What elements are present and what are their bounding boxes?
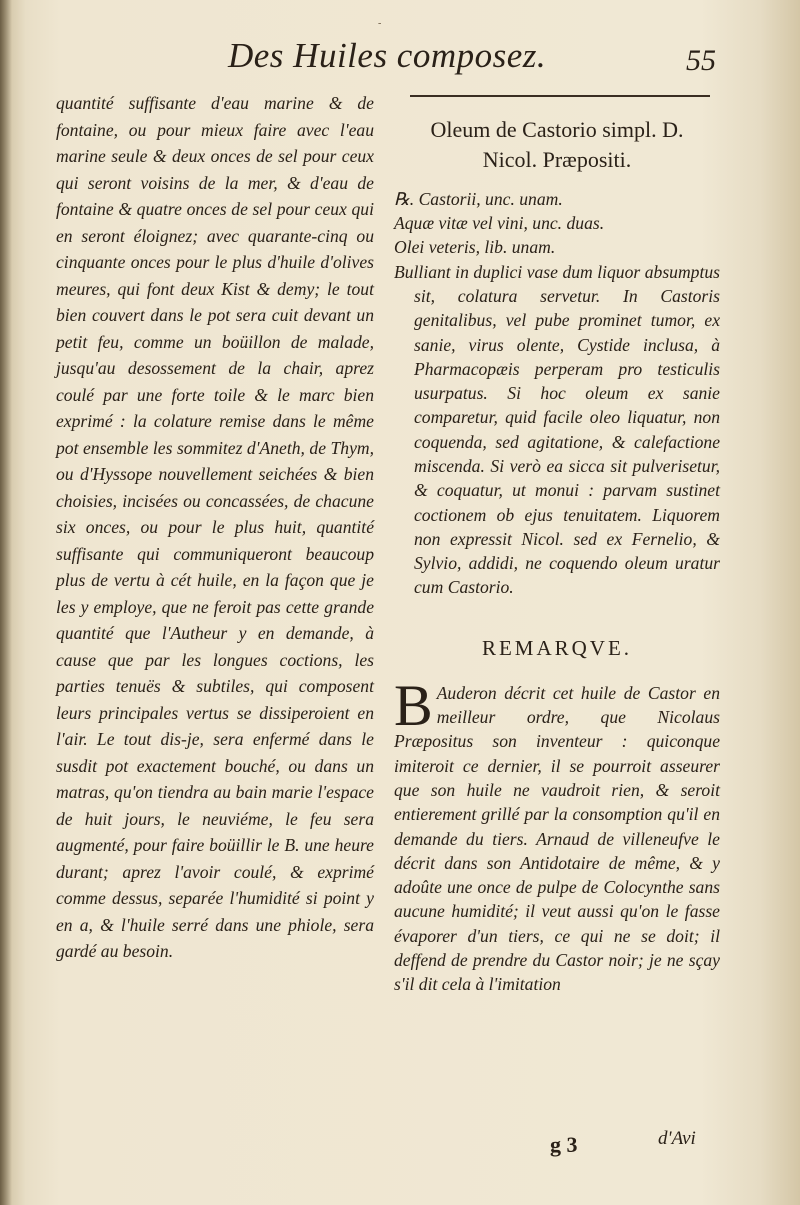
ingredient-line: ℞. Castorii, unc. unam. bbox=[394, 189, 563, 209]
remarque-paragraph bbox=[394, 672, 720, 997]
running-title: Des Huiles composez. bbox=[228, 36, 547, 75]
recipe-title bbox=[394, 115, 720, 175]
ingredient-line: Olei veteris, lib. unam. bbox=[394, 237, 556, 258]
left-column bbox=[56, 90, 374, 965]
binding-shadow bbox=[0, 0, 12, 1205]
signature-mark: g 3 bbox=[550, 1132, 578, 1157]
section-rule bbox=[410, 95, 710, 97]
right-column bbox=[394, 95, 720, 997]
page-mark: - bbox=[378, 18, 382, 29]
recipe-title-line1: Oleum de Castorio simpl. D. bbox=[430, 117, 684, 142]
page-number: 55 bbox=[686, 44, 716, 77]
catchword: d'Avi bbox=[658, 1128, 696, 1149]
drop-cap: B bbox=[394, 672, 433, 738]
recipe-title-line2: Nicol. Præpositi. bbox=[482, 147, 632, 172]
ingredient-line: Aquæ vitæ vel vini, unc. duas. bbox=[394, 213, 605, 234]
left-column-text: quantité suffisante d'eau marine & de fontaine, ou pour mieux faire avec l'eau marine seule & deux onces de sel pour ceux qui seront voisins de la mer, & d'eau de fontaine & quatre onces de sel pour ceux qui en seront éloignez; avec quarante-cinq ou cinquante onces pour le plus d'huile d'olives meures, qui font deux Kist & demy; le tout bien couvert dans le pot sera cuit devant un petit feu, comme un boüillon de malade, jusqu'au desossement de la chair, aprez coulé par une forte toile & le marc bien exprimé : la colature remise dans le même pot ensemble les sommitez d'Aneth, de Thym, ou d'Hyssope nouvellement seichées & bien choisies, incisées ou concassées, de chacune six onces, ou pour le plus huit, quantité suffisante qui communiqueront beaucoup plus de vertu à cét huile, en la façon que je les y employe, que ne feroit pas cette grande quantité que l'Autheur y en demande, à cause que par les longues coctions, les parties tenuës & subtiles, qui composent leurs principales vertus se dissiperoient en l'air. Le tout dis-je, sera enfermé dans le susdit pot exactement bouché, ou dans un matras, qu'on tiendra au bain marie l'espace de huit jours, le neuviéme, le feu sera augmenté, pour faire boüillir le B. une heure durant; aprez l'avoir coulé, & exprimé comme dessus, separée l'humidité si point y en a, & l'huile serré dans une phiole, sera gardé au besoin. bbox=[56, 93, 374, 961]
latin-instructions: Bulliant in duplici vase dum liquor absumptus sit, colatura servetur. In Castoris genitalibus, vel pube prominet tumor, ex sanie, virus olente, Cystide inclusa, à Pharmacopæis perperam pro testiculis usurpatus. Si hoc oleum ex sanie comparetur, quid facile oleo liquatur, non coquenda, sed agitatione, & calefactione miscenda. Si verò ea sicca sit pulverisetur, & coquatur, ut monui : parvam sustinet coctionem ob ejus tenuitatem. Liquorem non expressit Nicol. sed ex Fernelio, & Sylvio, addidi, ne coquendo oleum uratur cum Castorio. bbox=[394, 261, 720, 598]
remarque-heading: REMARQVE. bbox=[481, 635, 633, 660]
remarque-text: Auderon décrit cet huile de Castor en meilleur ordre, que Nicolaus Præpositus son inventeur : quiconque imiteroit ce dernier, il se pourroit asseurer que son huile ne vaudroit rien, & seroit entierement grillé par la consomption qu'il en demande du tiers. Arnaud de villeneufve le décrit dans son Antidotaire de même, & y adoûte une once de pulpe de Colocynthe sans aucune humidité; il veut aussi qu'on le fasse évaporer d'un tiers, ce qui ne se doit; il deffend de prendre du Castor noir; je ne sçay s'il dit cela à l'imitation bbox=[394, 682, 720, 995]
